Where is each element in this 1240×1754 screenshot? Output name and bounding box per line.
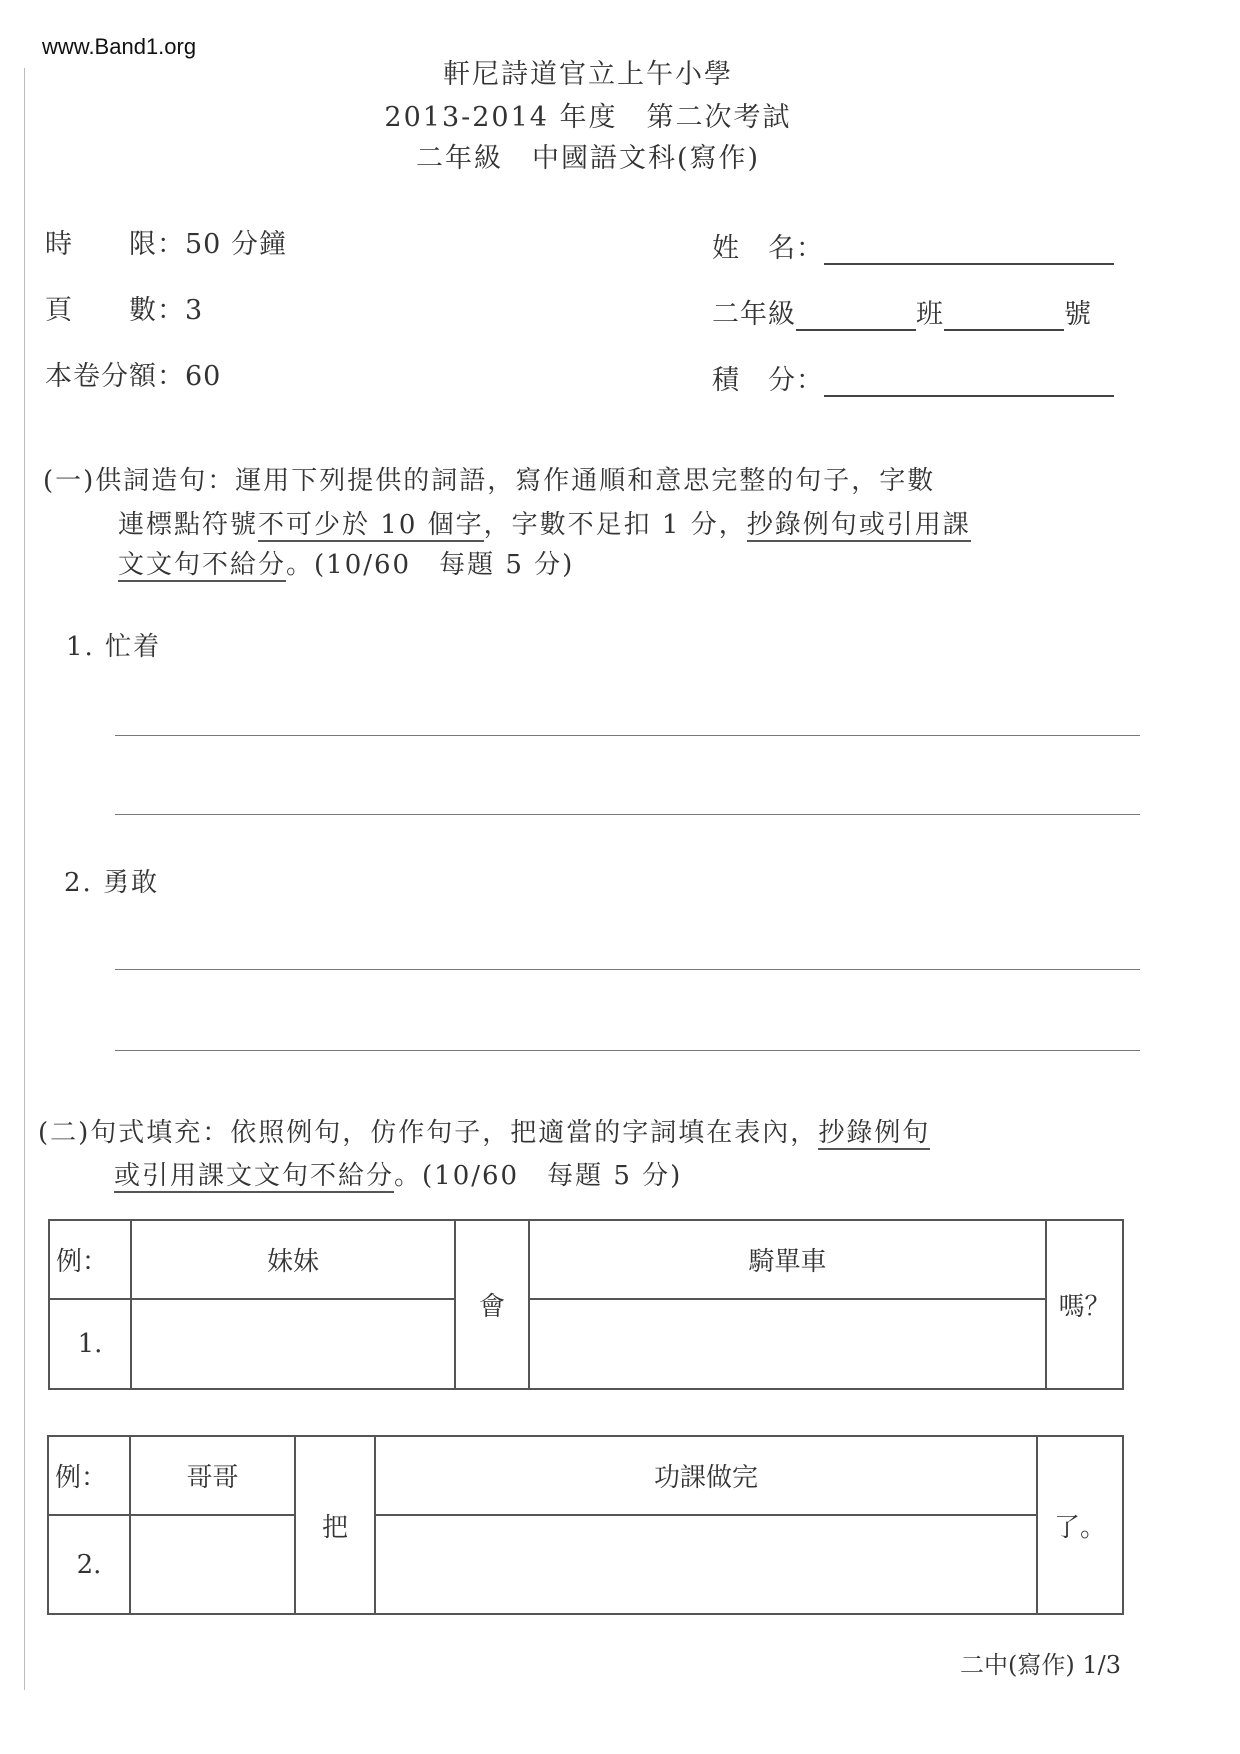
text: 。(10/60 每題 5 分): [286, 550, 575, 580]
section1-label: (一): [43, 466, 96, 496]
section1-line1: [43, 460, 935, 497]
text: 連標點符號: [118, 510, 259, 540]
text: 。(10/60 每題 5 分): [394, 1161, 683, 1191]
section2-label: (二): [38, 1118, 91, 1148]
class-blank[interactable]: [796, 303, 916, 331]
section1-line2: [118, 504, 971, 541]
exam-year: 2013-2014 年度 第二次考試: [384, 102, 792, 133]
verb-cell: 會: [455, 1220, 529, 1389]
score-label: 積 分：: [712, 365, 824, 396]
watermark: www.Band1.org: [42, 34, 197, 59]
example-object: 騎單車: [529, 1220, 1046, 1299]
text: ，字數不足扣 1 分，: [483, 510, 747, 540]
example-label: 例：: [48, 1436, 130, 1515]
fill-table-1: [48, 1219, 1124, 1390]
item-2: [64, 862, 159, 899]
answer-subject-cell[interactable]: [131, 1299, 455, 1389]
score-blank: [824, 369, 1114, 397]
verb-cell: 把: [295, 1436, 375, 1614]
item-number: 1.: [66, 632, 95, 662]
answer-subject-cell[interactable]: [130, 1515, 295, 1614]
item-word: 忙着: [105, 632, 162, 662]
exam-subject: 二年級 中國語文科(寫作): [415, 143, 761, 174]
class-field[interactable]: [712, 292, 1092, 331]
underlined-text: 或引用課文文句不給分: [114, 1161, 395, 1191]
page-footer: 二中(寫作) 1/3: [960, 1651, 1121, 1679]
school-name: 軒尼詩道官立上午小學: [443, 59, 733, 90]
section2-line2: [114, 1155, 682, 1192]
row-number: 2.: [48, 1515, 130, 1614]
example-subject: 妹妹: [131, 1220, 455, 1299]
underlined-text: 抄錄例句或引用課: [746, 510, 971, 540]
row-number: 1.: [49, 1299, 131, 1389]
total-marks: 本卷分額：60: [45, 361, 222, 392]
section1-text: 供詞造句：運用下列提供的詞語，寫作通順和意思完整的句子，字數: [95, 466, 936, 496]
fill-table-2: [47, 1435, 1124, 1615]
example-object: 功課做完: [375, 1436, 1037, 1515]
answer-line[interactable]: [115, 735, 1140, 736]
answer-line[interactable]: [115, 1050, 1140, 1051]
name-blank[interactable]: [824, 237, 1114, 265]
underlined-text: 抄錄例句: [818, 1118, 931, 1148]
name-label: 姓 名：: [712, 233, 824, 264]
score-field: [712, 358, 1114, 397]
item-number: 2.: [64, 868, 93, 898]
example-subject: 哥哥: [130, 1436, 295, 1515]
answer-object-cell[interactable]: [375, 1515, 1037, 1614]
grade-label: 二年級: [712, 299, 796, 330]
margin-line: [24, 68, 25, 1690]
underlined-text: 不可少於 10 個字: [258, 510, 484, 540]
section1-line3: [118, 544, 574, 581]
name-field[interactable]: [712, 226, 1114, 265]
answer-object-cell[interactable]: [529, 1299, 1046, 1389]
text: 句式填充：依照例句，仿作句子，把適當的字詞填在表內，: [90, 1118, 819, 1148]
item-1: [66, 626, 161, 663]
number-blank[interactable]: [944, 303, 1064, 331]
section2-line1: [38, 1112, 930, 1149]
page-count: 頁 數：3: [45, 295, 204, 326]
answer-line[interactable]: [115, 969, 1140, 970]
end-cell: 了。: [1037, 1436, 1123, 1614]
number-label: 號: [1064, 299, 1092, 330]
underlined-text: 文文句不給分: [118, 550, 287, 580]
end-cell: 嗎？: [1046, 1220, 1123, 1389]
answer-line[interactable]: [115, 814, 1140, 815]
item-word: 勇敢: [103, 868, 160, 898]
time-limit: 時 限：50 分鐘: [45, 229, 287, 260]
class-label: 班: [916, 299, 944, 330]
example-label: 例：: [49, 1220, 131, 1299]
